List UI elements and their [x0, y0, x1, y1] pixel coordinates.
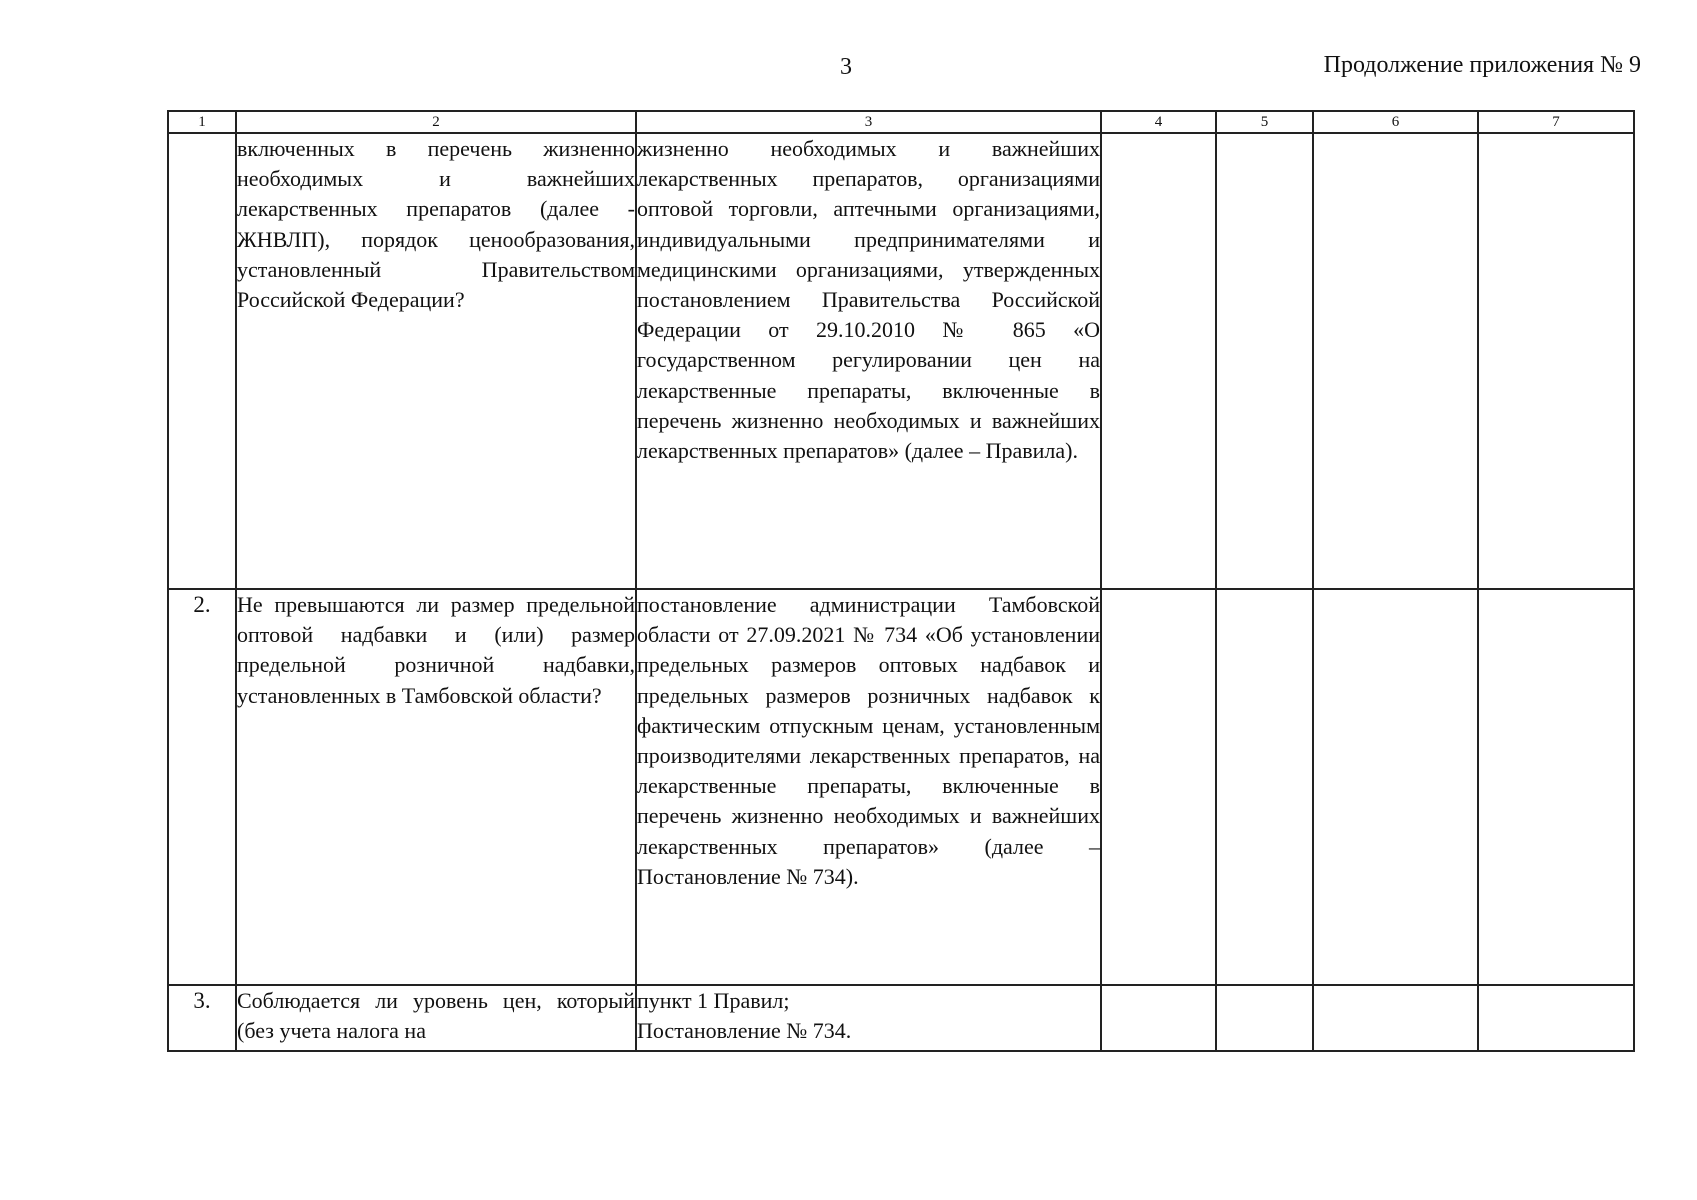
- column-header-5: 5: [1216, 111, 1313, 133]
- legal-basis-line: Постановление № 734.: [637, 1018, 852, 1044]
- row-number: 2.: [168, 589, 236, 985]
- answer-cell-yes: [1101, 133, 1216, 589]
- question-cell: Соблюдается ли уровень цен, который (без учета налога на: [236, 985, 636, 1051]
- table-row: [168, 985, 1634, 1051]
- answer-cell-na: [1313, 985, 1478, 1051]
- column-header-3: 3: [636, 111, 1101, 133]
- continuation-header: Продолжение приложения № 9: [1323, 52, 1641, 78]
- note-cell: [1478, 133, 1634, 589]
- answer-cell-yes: [1101, 985, 1216, 1051]
- answer-cell-no: [1216, 589, 1313, 985]
- question-cell: Не превышаются ли размер предельной оптовой надбавки и (или) размер предельной розничной надбавки, установленных в Тамбовской области?: [236, 589, 636, 985]
- answer-cell-no: [1216, 985, 1313, 1051]
- table-row: [168, 133, 1634, 589]
- column-header-1: 1: [168, 111, 236, 133]
- row-number: [168, 133, 236, 589]
- column-header-6: 6: [1313, 111, 1478, 133]
- answer-cell-na: [1313, 133, 1478, 589]
- column-header-2: 2: [236, 111, 636, 133]
- column-header-7: 7: [1478, 111, 1634, 133]
- legal-basis-cell: постановление администрации Тамбовской области от 27.09.2021 № 734 «Об установлении предельных размеров оптовых надбавок и предельных размеров розничных надбавок к фактическим отпускным ценам, установленным производителями лекарственных препаратов, на лекарственные препараты, включенные в перечень жизненно необходимых и важнейших лекарственных препаратов» (далее – Постановление № 734).: [636, 589, 1101, 985]
- note-cell: [1478, 589, 1634, 985]
- column-header-4: 4: [1101, 111, 1216, 133]
- legal-basis-cell: [636, 985, 1101, 1051]
- legal-basis-line: пункт 1 Правил;: [637, 988, 790, 1013]
- answer-cell-no: [1216, 133, 1313, 589]
- question-cell: включенных в перечень жизненно необходимых и важнейших лекарственных препаратов (далее - ЖНВЛП), порядок ценообразования, установленный Правительством Российской Федерации?: [236, 133, 636, 589]
- column-number-row: [168, 111, 1634, 133]
- checklist-table: [167, 110, 1635, 1052]
- answer-cell-na: [1313, 589, 1478, 985]
- table-row: [168, 589, 1634, 985]
- legal-basis-cell: жизненно необходимых и важнейших лекарственных препаратов, организациями оптовой торговли, аптечными организациями, индивидуальными предпринимателями и медицинскими организациями, утвержденных постановлением Правительства Российской Федерации от 29.10.2010 № 865 «О государственном регулировании цен на лекарственные препараты, включенные в перечень жизненно необходимых и важнейших лекарственных препаратов» (далее – Правила).: [636, 133, 1101, 589]
- row-number: 3.: [168, 985, 236, 1051]
- page-number: 3: [840, 54, 852, 80]
- answer-cell-yes: [1101, 589, 1216, 985]
- note-cell: [1478, 985, 1634, 1051]
